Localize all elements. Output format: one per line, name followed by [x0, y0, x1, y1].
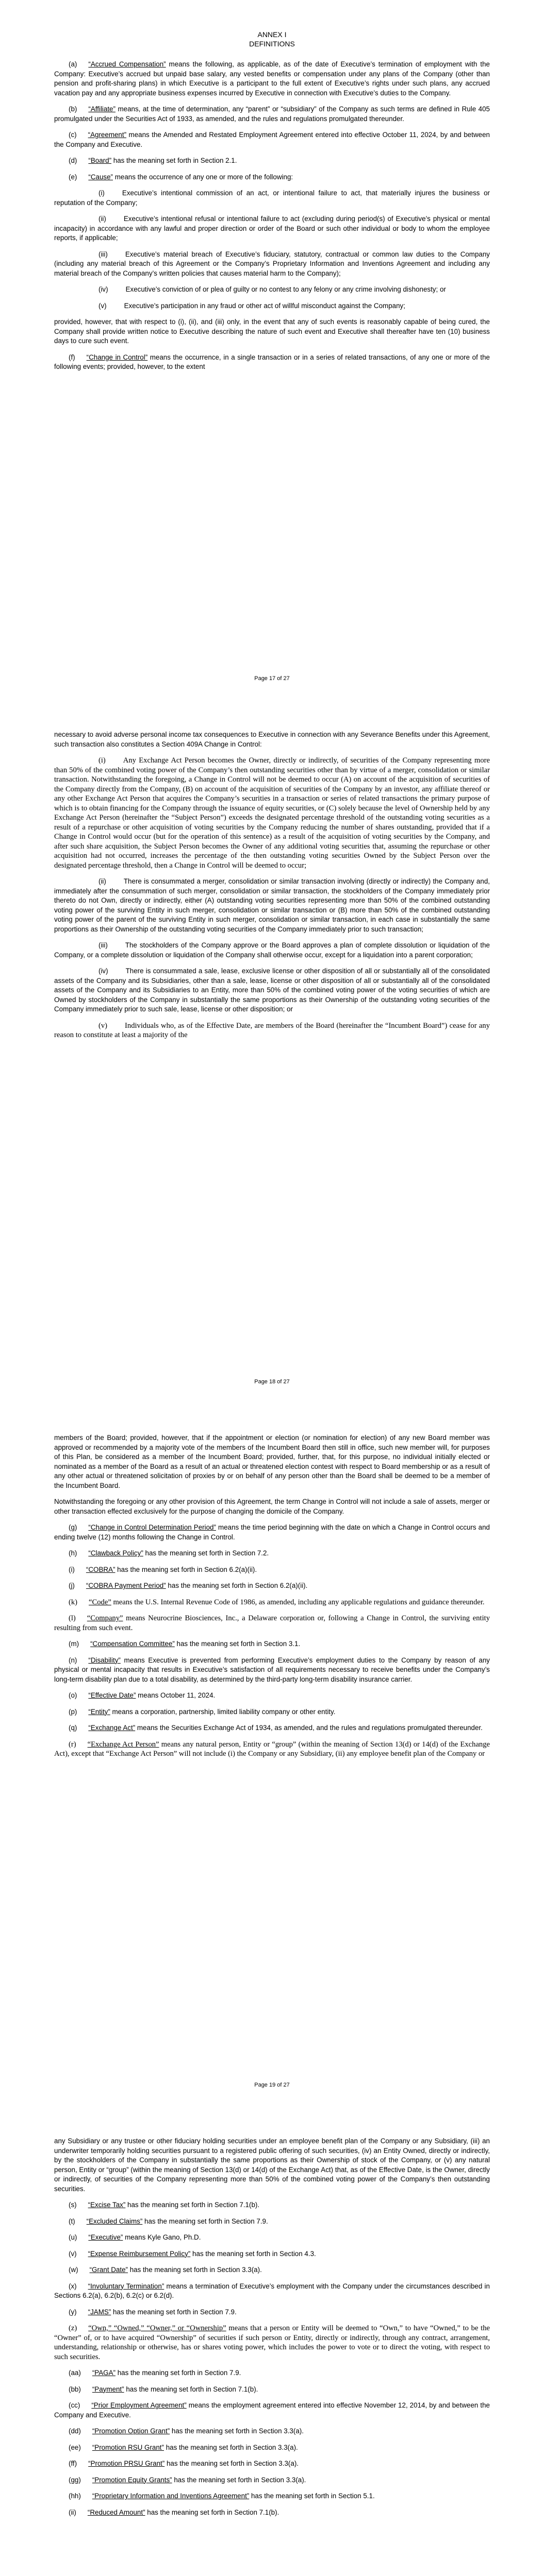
definition-paragraph — [54, 1656, 490, 1685]
defined-term: “COBRA” — [86, 1565, 116, 1573]
definition-paragraph — [54, 214, 490, 243]
definition-text: has the meaning set forth in Section 3.3(a). — [170, 2427, 304, 2435]
defined-term: “Compensation Committee” — [90, 1640, 175, 1648]
definition-text: Executive’s intentional refusal or intentional failure to act (excluding during period(s) of Executive’s physical or mental incapacity) in accordance with any lawful and proper direction or order of the Board or such other individual or body to whom the employee reports, if applicable; — [54, 215, 490, 242]
definition-text: has the meaning set forth in Section 4.3. — [190, 2249, 316, 2258]
definition-text: has the meaning set forth in Section 7.9. — [111, 2308, 237, 2316]
definition-paragraph — [54, 2427, 490, 2436]
definition-text: provided, however, that with respect to (i), (ii), and (iii) only, in the event that any of such events is reasonably capable of being cured, the Company shall provide written notice to Executive describing the nature of such event and Executive shall thereafter have ten (10) business days to cure such event. — [54, 318, 490, 345]
definition-paragraph — [54, 285, 490, 295]
defined-term: “PAGA” — [92, 2369, 116, 2377]
defined-term: “Change in Control Determination Period” — [88, 1523, 216, 1531]
definition-paragraph — [54, 1639, 490, 1649]
continuation-paragraph — [54, 2137, 490, 2194]
definition-text: means a corporation, partnership, limited liability company or other entity. — [110, 1707, 336, 1716]
clause-label: (ii) — [98, 877, 106, 885]
defined-term: “Proprietary Information and Inventions Agreement” — [92, 2492, 250, 2500]
definition-text: has the meaning set forth in Section 7.1(b). — [125, 2201, 260, 2209]
definition-text: means October 11, 2024. — [136, 1691, 216, 1699]
definition-text: Individuals who, as of the Effective Date, are members of the Board (hereinafter the “Incumbent Board”) cease for any reason to constitute at least a majority of the — [54, 1021, 490, 1039]
definition-paragraph — [54, 941, 490, 960]
definition-text: means the employment agreement entered into effective November 12, 2014, by and between the Company and Executive. — [54, 2401, 490, 2419]
clause-label: (r) — [69, 1740, 76, 1749]
defined-term: “Code” — [89, 1598, 111, 1606]
defined-term: “Grant Date” — [89, 2266, 128, 2274]
defined-term: “Exchange Act” — [88, 1724, 136, 1732]
defined-term: “Executive” — [88, 2233, 123, 2241]
defined-term: “Promotion Equity Grants” — [92, 2476, 172, 2484]
defined-term: “Promotion Option Grant” — [92, 2427, 170, 2435]
definition-text: means the time period beginning with the date on which a Change in Control occurs and ending twelve (12) months following the Change in Control. — [54, 1523, 490, 1541]
clause-label: (d) — [69, 157, 77, 164]
clause-label: (v) — [98, 1021, 108, 1030]
definition-paragraph — [54, 1021, 490, 1040]
definition-paragraph — [54, 877, 490, 934]
defined-term: “Affiliate” — [88, 105, 116, 113]
defined-term: “JAMS” — [88, 2308, 111, 2316]
clause-label: (j) — [69, 1582, 75, 1589]
definition-text: There is consummated a sale, lease, exclusive license or other disposition of all or substantially all of the consolidated assets of the Company and its Subsidiaries, other than a sale, lease, license or other disposition of all or substantially all of the consolidated assets of the Company and its Subsidiaries to an Entity, more than 50% of the combined voting power of the voting securities of which are Owned by stockholders of the Company in substantially the same proportions as their Ownership of the outstanding voting securities of the Company immediately prior to such sale, lease, license or other disposition; or — [54, 967, 490, 1013]
definition-text: has the meaning set forth in Section 7.9. — [142, 2217, 268, 2225]
definition-text: means a termination of Executive’s employment with the Company under the circumstances described in Sections 6.2(a), 6.2(b), 6.2(c) or 6.2(d). — [54, 2282, 490, 2299]
definition-paragraph — [54, 130, 490, 149]
page-18 — [0, 703, 544, 1406]
definition-text: has the meaning set forth in Section 3.3(a). — [163, 2443, 298, 2451]
page-20 — [0, 2110, 544, 2576]
continuation-paragraph — [54, 1497, 490, 1516]
clause-label: (v) — [69, 2249, 77, 2258]
clause-label: (cc) — [69, 2401, 80, 2409]
page-number: Page 17 of 27 — [254, 675, 290, 682]
definition-text: has the meaning set forth in Section 6.2(a)(ii). — [166, 1582, 308, 1589]
definition-text: Any Exchange Act Person becomes the Owner, directly or indirectly, of securities of the Company representing more than 50% of the combined voting power of the Company’s then outstanding securities other than by virtue of a merger, consolidation or similar transaction. Notwithstanding the foregoing, a Change in Control will not be deemed to occur (A) on account of the acquisition of securities of the Company directly from the Company, (B) on account of the acquisition of securities of the Company by an investor, any affiliate thereof or any other Exchange Act Person that acquires the Company’s securities in a transaction or series of related transactions the primary purpose of which is to obtain financing for the Company through the issuance of equity securities, or (C) solely because the level of Ownership held by any Exchange Act Person (hereinafter the “Subject Person”) exceeds the designated percentage threshold of the outstanding voting securities as a result of a repurchase or other acquisition of voting securities by the Company reducing the number of shares outstanding, provided that if a Change in Control would occur (but for the operation of this sentence) as a result of the acquisition of voting securities by the Company, and after such share acquisition, the Subject Person becomes the Owner of any additional voting securities that, assuming the repurchase or other acquisition had not occurred, increases the percentage of the then outstanding voting securities Owned by the Subject Person over the designated percentage threshold, then a Change in Control will be deemed to occur; — [54, 756, 490, 870]
definition-text: has the meaning set forth in Section 3.3(a). — [128, 2266, 262, 2274]
continuation-paragraph — [54, 730, 490, 749]
defined-term: “Own,” “Owned,” “Owner,” or “Ownership” — [88, 2324, 226, 2332]
definition-paragraph — [54, 1523, 490, 1542]
clause-label: (iv) — [98, 285, 108, 293]
clause-label: (ee) — [69, 2443, 81, 2451]
definition-paragraph — [54, 2476, 490, 2485]
definition-paragraph — [54, 1598, 490, 1607]
definition-text: necessary to avoid adverse personal income tax consequences to Executive in connection with any Severance Benefits under this Agreement, such transaction also constitutes a Section 409A Change in Control: — [54, 731, 490, 748]
clause-label: (iii) — [98, 941, 108, 949]
definition-paragraph — [54, 173, 490, 182]
clause-label: (q) — [69, 1724, 77, 1732]
clause-label: (t) — [69, 2217, 75, 2225]
continuation-paragraph — [54, 1433, 490, 1490]
defined-term: “Expense Reimbursement Policy” — [88, 2249, 191, 2258]
definition-text: means the Amended and Restated Employment Agreement entered into effective October 11, 2024, by and between the Company and Executive. — [54, 131, 490, 148]
definition-text: has the meaning set forth in Section 7.1(b). — [145, 2508, 279, 2516]
clause-label: (iii) — [98, 250, 108, 258]
page-body — [54, 0, 490, 703]
annex-subtitle: DEFINITIONS — [249, 40, 295, 48]
definition-text: means the U.S. Internal Revenue Code of 1986, as amended, including any applicable regulations and guidance thereunder. — [111, 1598, 485, 1606]
clause-label: (s) — [69, 2201, 77, 2209]
clause-label: (a) — [69, 60, 77, 68]
clause-label: (e) — [69, 173, 77, 181]
definition-paragraph — [54, 156, 490, 166]
definition-text: has the meaning set forth in Section 6.2(a)(ii). — [115, 1565, 257, 1573]
clause-label: (f) — [69, 353, 75, 361]
definition-paragraph — [54, 2265, 490, 2275]
definition-text: Executive’s participation in any fraud or other act of willful misconduct against the Company; — [124, 301, 405, 310]
page-body — [54, 703, 490, 1406]
clause-label: (z) — [69, 2324, 77, 2332]
definition-text: any Subsidiary or any trustee or other fiduciary holding securities under an employee benefit plan of the Company or any Subsidiary, (iii) an underwriter temporarily holding securities pursuant to a registered public offering of such securities, (iv) an Entity Owned, directly or indirectly, by the stockholders of the Company in substantially the same proportions as their Ownership of stock of the Company, or (v) any natural person, Entity or “group” (within the meaning of Section 13(d) or 14(d) of the Exchange Act) that, as of the Effective Date, is the Owner, directly or indirectly, of securities of the Company representing more than 50% of the combined voting power of the Company’s then outstanding securities. — [54, 2137, 490, 2193]
definition-text: means Neurocrine Biosciences, Inc., a Delaware corporation or, following a Change in Control, the surviving entity resulting from such event. — [54, 1614, 490, 1632]
definition-text: means the occurrence, in a single transaction or in a series of related transactions, of any one or more of the following events; provided, however, to the extent — [54, 353, 490, 370]
definition-paragraph — [54, 2368, 490, 2378]
defined-term: “Clawback Policy” — [88, 1549, 143, 1557]
clause-label: (i) — [98, 189, 105, 197]
definition-paragraph — [54, 353, 490, 372]
definition-text: Executive’s material breach of Executive’s fiduciary, statutory, contractual or common law duties to the Company (including any material breach of this Agreement or the Company’s Proprietary Information and Inventions Agreement and including any material breach of the Company’s written policies that causes material harm to the Company); — [54, 250, 490, 277]
definition-text: means Kyle Gano, Ph.D. — [123, 2233, 201, 2241]
clause-label: (c) — [69, 131, 77, 139]
definition-paragraph — [54, 2324, 490, 2362]
defined-term: “Excise Tax” — [88, 2201, 126, 2209]
defined-term: “Accrued Compensation” — [88, 60, 166, 68]
defined-term: “Entity” — [88, 1707, 110, 1716]
clause-label: (bb) — [69, 2385, 81, 2393]
page-17 — [0, 0, 544, 703]
definition-text: has the meaning set forth in Section 7.2. — [143, 1549, 269, 1557]
page-19 — [0, 1406, 544, 2110]
definition-text: has the meaning set forth in Section 2.1. — [111, 157, 237, 164]
definition-text: has the meaning set forth in Section 3.3(a). — [164, 2460, 299, 2467]
clause-label: (m) — [69, 1640, 79, 1648]
clause-label: (o) — [69, 1691, 77, 1699]
definition-paragraph — [54, 301, 490, 311]
page-number: Page 19 of 27 — [254, 2082, 290, 2088]
definition-text: Notwithstanding the foregoing or any other provision of this Agreement, the term Change in Control will not include a sale of assets, merger or other transaction effected exclusively for the purpose of changing the domicile of the Company. — [54, 1498, 490, 1515]
definition-paragraph — [54, 250, 490, 279]
definition-paragraph — [54, 2459, 490, 2469]
clause-label: (g) — [69, 1523, 77, 1531]
definition-text: has the meaning set forth in Section 3.1. — [174, 1640, 301, 1648]
definition-paragraph — [54, 2492, 490, 2501]
clause-label: (y) — [69, 2308, 77, 2316]
clause-label: (iv) — [98, 967, 108, 975]
definition-paragraph — [54, 2217, 490, 2227]
definitions-list — [54, 1433, 490, 1759]
definition-paragraph — [54, 1549, 490, 1558]
clause-label: (b) — [69, 105, 77, 113]
continuation-paragraph — [54, 317, 490, 346]
defined-term: “Payment” — [92, 2385, 124, 2393]
clause-label: (p) — [69, 1707, 77, 1716]
definition-paragraph — [54, 2385, 490, 2395]
clause-label: (ff) — [69, 2460, 77, 2467]
clause-label: (k) — [69, 1598, 78, 1606]
clause-label: (u) — [69, 2233, 77, 2241]
clause-label: (gg) — [69, 2476, 81, 2484]
defined-term: “COBRA Payment Period” — [86, 1582, 166, 1589]
definition-paragraph — [54, 1740, 490, 1759]
defined-term: “Promotion RSU Grant” — [92, 2443, 164, 2451]
clause-label: (ii) — [98, 215, 106, 223]
clause-label: (v) — [98, 301, 107, 310]
page-number: Page 18 of 27 — [254, 1379, 290, 1385]
definition-paragraph — [54, 2443, 490, 2453]
definition-paragraph — [54, 189, 490, 208]
definition-text: means Executive is prevented from performing Executive’s employment duties to the Company by reason of any physical or mental incapacity that results in Executive’s satisfaction of all requirements necessary to receive benefits under the Company’s long-term disability plan due to a total disability, as determined by the third-party long-term disability insurance carrier. — [54, 1656, 490, 1683]
annex-heading — [54, 30, 490, 48]
definition-text: means, at the time of determination, any “parent” or “subsidiary” of the Company as such terms are defined in Rule 405 promulgated under the Securities Act of 1933, as amended, and the rules and regulations promulgated thereunder. — [54, 105, 490, 123]
definition-text: has the meaning set forth in Section 5.1. — [249, 2492, 375, 2500]
defined-term: “Cause” — [88, 173, 113, 181]
definition-paragraph — [54, 1691, 490, 1701]
definition-text: members of the Board; provided, however, that if the appointment or election (or nomination for election) of any new Board member was approved or recommended by a majority vote of the members of the Incumbent Board then still in office, such new member will, for purposes of this Plan, be considered as a member of the Incumbent Board; provided, further, that, for this purpose, no individual initially elected or nominated as a member of the Board as a result of an actual or threatened election contest with respect to Board membership or as a result of any other actual or threatened solicitation of proxies by or on behalf of any person other than the Board shall be deemed to be a member of the Incumbent Board. — [54, 1434, 490, 1489]
clause-label: (x) — [69, 2282, 77, 2290]
definition-paragraph — [54, 1565, 490, 1575]
defined-term: “Promotion PRSU Grant” — [88, 2460, 165, 2467]
page-body — [54, 1406, 490, 2110]
definition-paragraph — [54, 2200, 490, 2210]
definition-paragraph — [54, 105, 490, 124]
definition-text: There is consummated a merger, consolidation or similar transaction involving (directly or indirectly) the Company and, immediately after the consummation of such merger, consolidation or similar transaction, the stockholders of the Company immediately prior thereto do not Own, directly or indirectly, either (A) outstanding voting securities representing more than 50% of the combined outstanding voting power of the surviving Entity in such merger, consolidation or similar transaction or (B) more than 50% of the combined outstanding voting power of the parent of the surviving Entity in such merger, consolidation or similar transaction, in each case in substantially the same proportions as their Ownership of the outstanding voting securities of the Company immediately prior to such transaction; — [54, 877, 490, 933]
definition-paragraph — [54, 756, 490, 870]
defined-term: “Reduced Amount” — [87, 2508, 145, 2516]
defined-term: “Excluded Claims” — [86, 2217, 143, 2225]
defined-term: “Effective Date” — [88, 1691, 136, 1699]
definition-paragraph — [54, 1581, 490, 1591]
clause-label: (l) — [69, 1614, 76, 1622]
definition-paragraph — [54, 2308, 490, 2317]
definitions-list — [54, 2137, 490, 2517]
page-body — [54, 2110, 490, 2576]
clause-label: (w) — [69, 2266, 78, 2274]
definition-paragraph — [54, 60, 490, 98]
clause-label: (dd) — [69, 2427, 81, 2435]
definition-paragraph — [54, 1614, 490, 1633]
definition-text: means the following, as applicable, as of the date of Executive’s termination of employment with the Company: Executive’s accrued but unpaid base salary, any vested benefits or compensation under any plans of the Company (other than pension and profit-sharing plans) in which Executive is a participant to the full extent of Executive’s rights under such plans, any accrued vacation pay and any appropriate business expenses incurred by Executive in connection with Executive’s duties to the Company. — [54, 60, 490, 97]
definition-text: means the occurrence of any one or more of the following: — [113, 173, 293, 181]
clause-label: (i) — [69, 1565, 75, 1573]
clause-label: (aa) — [69, 2369, 81, 2377]
definition-text: means any natural person, Entity or “group” (within the meaning of Section 13(d) or 14(d) of the Exchange Act), except that “Exchange Act Person” will not include (i) the Company or any Subsidiary, (ii) any employee benefit plan of the Company or — [54, 1740, 490, 1758]
clause-label: (ii) — [69, 2508, 76, 2516]
defined-term: “Disability” — [88, 1656, 121, 1664]
definition-paragraph — [54, 967, 490, 1014]
defined-term: “Involuntary Termination” — [88, 2282, 164, 2290]
definition-text: has the meaning set forth in Section 3.3(a). — [172, 2476, 306, 2484]
clause-label: (i) — [98, 756, 106, 765]
definition-paragraph — [54, 2282, 490, 2301]
defined-term: “Company” — [87, 1614, 123, 1622]
defined-term: “Board” — [88, 157, 112, 164]
annex-title: ANNEX I — [257, 30, 287, 39]
definition-text: has the meaning set forth in Section 7.9. — [115, 2369, 241, 2377]
defined-term: “Agreement” — [88, 131, 127, 139]
clause-label: (h) — [69, 1549, 77, 1557]
definition-text: means that a person or Entity will be deemed to “Own,” to have “Owned,” to be the “Owner” of, or to have acquired “Ownership” of securities if such person or Entity, directly or indirectly, through any contract, arrangement, understanding, relationship or otherwise, has or shares voting power, which includes the power to vote or to direct the voting, with respect to such securities. — [54, 2324, 490, 2361]
definitions-list — [54, 730, 490, 1040]
definition-text: Executive’s conviction of or plea of guilty or no contest to any felony or any crime involving dishonesty; or — [125, 285, 446, 293]
defined-term: “Prior Employment Agreement” — [91, 2401, 187, 2409]
definition-paragraph — [54, 2233, 490, 2243]
defined-term: “Exchange Act Person” — [87, 1740, 159, 1749]
definition-paragraph — [54, 1723, 490, 1733]
definition-paragraph — [54, 2249, 490, 2259]
clause-label: (hh) — [69, 2492, 81, 2500]
definitions-list — [54, 60, 490, 372]
definition-paragraph — [54, 2508, 490, 2518]
definition-text: The stockholders of the Company approve or the Board approves a plan of complete dissolution or liquidation of the Company, or a complete dissolution or liquidation of the Company shall otherwise occur, except for a liquidation into a parent corporation; — [54, 941, 490, 959]
definition-paragraph — [54, 1707, 490, 1717]
definition-text: means the Securities Exchange Act of 1934, as amended, and the rules and regulations promulgated thereunder. — [135, 1724, 483, 1732]
clause-label: (n) — [69, 1656, 77, 1664]
definition-text: has the meaning set forth in Section 7.1(b). — [124, 2385, 258, 2393]
defined-term: “Change in Control” — [86, 353, 148, 361]
definition-paragraph — [54, 2401, 490, 2420]
definition-text: Executive’s intentional commission of an act, or intentional failure to act, that materially injures the business or reputation of the Company; — [54, 189, 490, 207]
